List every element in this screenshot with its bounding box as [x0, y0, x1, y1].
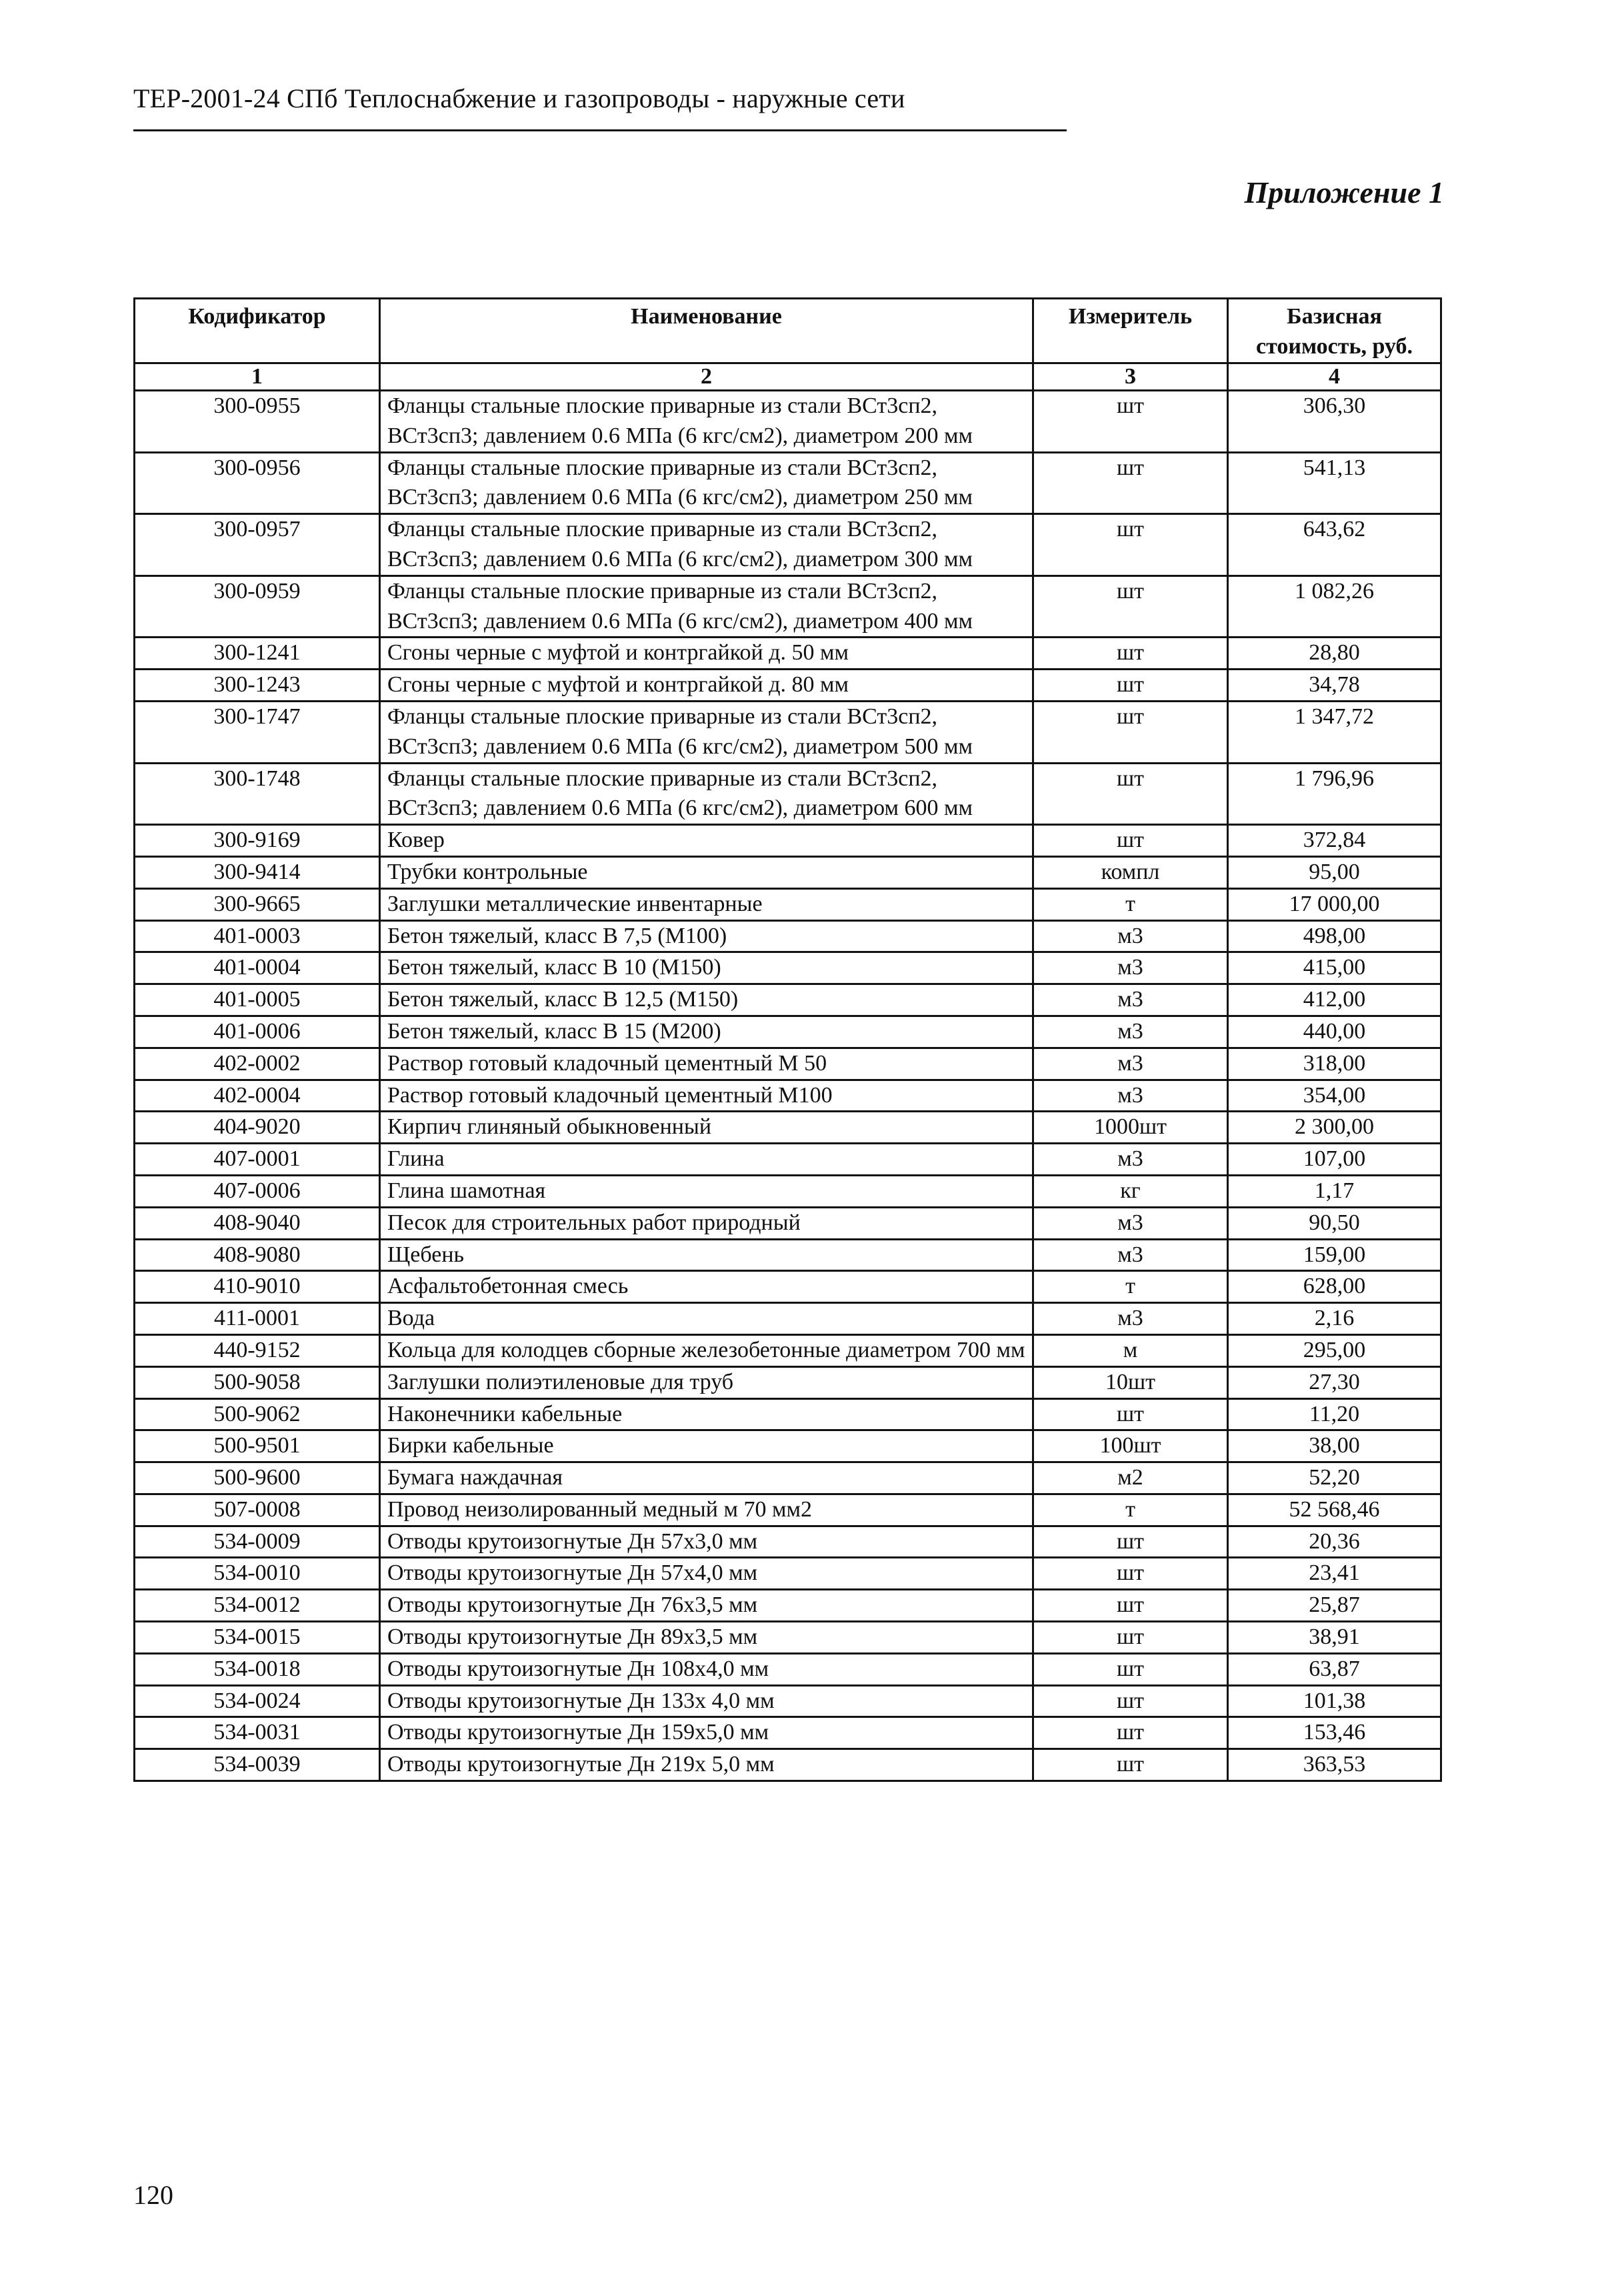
row-price: 295,00 [1228, 1334, 1441, 1366]
row-name: Песок для строительных работ природный [380, 1207, 1033, 1239]
row-name: Раствор готовый кладочный цементный М 50 [380, 1048, 1033, 1080]
row-code: 408-9080 [135, 1239, 380, 1271]
row-name: Отводы крутоизогнутые Дн 108х4,0 мм [380, 1653, 1033, 1685]
row-price: 372,84 [1228, 825, 1441, 857]
row-code: 410-9010 [135, 1271, 380, 1303]
row-price: 23,41 [1228, 1558, 1441, 1590]
column-number: 2 [380, 363, 1033, 391]
row-code: 534-0009 [135, 1526, 380, 1558]
table-row [135, 1080, 1441, 1112]
table-row [135, 825, 1441, 857]
row-unit: шт [1033, 638, 1228, 670]
row-price: 107,00 [1228, 1144, 1441, 1176]
row-price: 101,38 [1228, 1685, 1441, 1717]
row-unit: шт [1033, 1558, 1228, 1590]
table-row [135, 1590, 1441, 1622]
row-name: Отводы крутоизогнутые Дн 57х3,0 мм [380, 1526, 1033, 1558]
row-name: Отводы крутоизогнутые Дн 219х 5,0 мм [380, 1749, 1033, 1781]
table-row [135, 920, 1441, 952]
row-price: 159,00 [1228, 1239, 1441, 1271]
table-row [135, 1144, 1441, 1176]
row-price: 2 300,00 [1228, 1112, 1441, 1144]
row-price: 318,00 [1228, 1048, 1441, 1080]
row-unit: шт [1033, 825, 1228, 857]
table-row [135, 763, 1441, 825]
price-table [133, 297, 1442, 1782]
row-unit: м3 [1033, 1303, 1228, 1335]
row-code: 534-0031 [135, 1717, 380, 1749]
row-code: 401-0004 [135, 952, 380, 984]
row-unit: м3 [1033, 1080, 1228, 1112]
column-number-row [135, 363, 1441, 391]
row-price: 1 347,72 [1228, 701, 1441, 763]
row-code: 500-9600 [135, 1462, 380, 1494]
table-row [135, 1048, 1441, 1080]
row-name: Трубки контрольные [380, 856, 1033, 888]
row-price: 412,00 [1228, 984, 1441, 1016]
row-unit: кг [1033, 1175, 1228, 1207]
table-row [135, 1366, 1441, 1398]
row-name: Кирпич глиняный обыкновенный [380, 1112, 1033, 1144]
table-row [135, 1207, 1441, 1239]
row-code: 534-0039 [135, 1749, 380, 1781]
table-row [135, 391, 1441, 453]
table-row [135, 1749, 1441, 1781]
row-code: 300-1243 [135, 670, 380, 702]
row-price: 440,00 [1228, 1016, 1441, 1048]
column-header-price: Базисная стоимость, руб. [1228, 299, 1441, 363]
row-code: 440-9152 [135, 1334, 380, 1366]
row-code: 534-0024 [135, 1685, 380, 1717]
row-code: 300-1747 [135, 701, 380, 763]
table-row [135, 1016, 1441, 1048]
row-name: Бетон тяжелый, класс В 15 (М200) [380, 1016, 1033, 1048]
row-price: 90,50 [1228, 1207, 1441, 1239]
row-price: 38,91 [1228, 1622, 1441, 1654]
table-row [135, 1334, 1441, 1366]
row-name: Фланцы стальные плоские приварные из стали ВСт3сп2, ВСт3сп3; давлением 0.6 МПа (6 кгс/см2), диаметром 600 мм [380, 763, 1033, 825]
table-row [135, 576, 1441, 638]
table-row [135, 1526, 1441, 1558]
row-unit: т [1033, 888, 1228, 920]
column-number: 3 [1033, 363, 1228, 391]
row-price: 1 796,96 [1228, 763, 1441, 825]
table-row [135, 952, 1441, 984]
table-row [135, 670, 1441, 702]
row-name: Щебень [380, 1239, 1033, 1271]
row-name: Глина шамотная [380, 1175, 1033, 1207]
row-name: Заглушки металлические инвентарные [380, 888, 1033, 920]
row-code: 300-9665 [135, 888, 380, 920]
column-number: 4 [1228, 363, 1441, 391]
table-row [135, 1622, 1441, 1654]
row-unit: шт [1033, 514, 1228, 576]
table-row [135, 984, 1441, 1016]
row-code: 402-0002 [135, 1048, 380, 1080]
row-unit: шт [1033, 1398, 1228, 1430]
row-price: 153,46 [1228, 1717, 1441, 1749]
row-price: 95,00 [1228, 856, 1441, 888]
row-name: Раствор готовый кладочный цементный М100 [380, 1080, 1033, 1112]
row-price: 11,20 [1228, 1398, 1441, 1430]
row-name: Фланцы стальные плоские приварные из стали ВСт3сп2, ВСт3сп3; давлением 0.6 МПа (6 кгс/см2), диаметром 300 мм [380, 514, 1033, 576]
row-code: 408-9040 [135, 1207, 380, 1239]
row-unit: шт [1033, 1749, 1228, 1781]
row-unit: шт [1033, 576, 1228, 638]
row-unit: шт [1033, 1717, 1228, 1749]
table-row [135, 856, 1441, 888]
page-number: 120 [133, 2180, 173, 2210]
row-code: 500-9501 [135, 1430, 380, 1462]
row-name: Фланцы стальные плоские приварные из стали ВСт3сп2, ВСт3сп3; давлением 0.6 МПа (6 кгс/см2), диаметром 400 мм [380, 576, 1033, 638]
header-divider [133, 129, 1067, 131]
row-code: 300-1748 [135, 763, 380, 825]
row-unit: м3 [1033, 1239, 1228, 1271]
row-code: 534-0018 [135, 1653, 380, 1685]
table-row [135, 1271, 1441, 1303]
table-row [135, 452, 1441, 514]
row-unit: шт [1033, 1526, 1228, 1558]
row-unit: м3 [1033, 1048, 1228, 1080]
row-code: 407-0001 [135, 1144, 380, 1176]
row-price: 38,00 [1228, 1430, 1441, 1462]
row-name: Заглушки полиэтиленовые для труб [380, 1366, 1033, 1398]
table-row [135, 1303, 1441, 1335]
row-price: 25,87 [1228, 1590, 1441, 1622]
row-unit: шт [1033, 452, 1228, 514]
row-unit: м3 [1033, 920, 1228, 952]
row-name: Бетон тяжелый, класс В 7,5 (М100) [380, 920, 1033, 952]
row-code: 507-0008 [135, 1494, 380, 1526]
row-code: 534-0010 [135, 1558, 380, 1590]
row-price: 52,20 [1228, 1462, 1441, 1494]
table-row [135, 1175, 1441, 1207]
row-price: 306,30 [1228, 391, 1441, 453]
row-price: 1,17 [1228, 1175, 1441, 1207]
row-unit: т [1033, 1271, 1228, 1303]
table-row [135, 638, 1441, 670]
row-unit: м3 [1033, 1016, 1228, 1048]
row-price: 34,78 [1228, 670, 1441, 702]
column-header-code: Кодификатор [135, 299, 380, 363]
row-unit: шт [1033, 763, 1228, 825]
row-code: 300-0959 [135, 576, 380, 638]
row-price: 643,62 [1228, 514, 1441, 576]
row-name: Бетон тяжелый, класс В 12,5 (М150) [380, 984, 1033, 1016]
row-unit: 1000шт [1033, 1112, 1228, 1144]
row-unit: шт [1033, 1653, 1228, 1685]
row-code: 404-9020 [135, 1112, 380, 1144]
row-name: Фланцы стальные плоские приварные из стали ВСт3сп2, ВСт3сп3; давлением 0.6 МПа (6 кгс/см2), диаметром 250 мм [380, 452, 1033, 514]
row-price: 628,00 [1228, 1271, 1441, 1303]
row-unit: шт [1033, 1590, 1228, 1622]
row-code: 407-0006 [135, 1175, 380, 1207]
table-header-row [135, 299, 1441, 363]
row-unit: компл [1033, 856, 1228, 888]
table-row [135, 1558, 1441, 1590]
row-name: Сгоны черные с муфтой и контргайкой д. 80 мм [380, 670, 1033, 702]
row-name: Кольца для колодцев сборные железобетонные диаметром 700 мм [380, 1334, 1033, 1366]
row-code: 401-0006 [135, 1016, 380, 1048]
row-price: 20,36 [1228, 1526, 1441, 1558]
row-name: Фланцы стальные плоские приварные из стали ВСт3сп2, ВСт3сп3; давлением 0.6 МПа (6 кгс/см2), диаметром 200 мм [380, 391, 1033, 453]
row-code: 300-1241 [135, 638, 380, 670]
row-name: Фланцы стальные плоские приварные из стали ВСт3сп2, ВСт3сп3; давлением 0.6 МПа (6 кгс/см2), диаметром 500 мм [380, 701, 1033, 763]
table-row [135, 1430, 1441, 1462]
row-unit: шт [1033, 1622, 1228, 1654]
row-unit: м3 [1033, 952, 1228, 984]
row-code: 411-0001 [135, 1303, 380, 1335]
row-unit: м3 [1033, 1207, 1228, 1239]
row-code: 500-9062 [135, 1398, 380, 1430]
row-code: 300-9414 [135, 856, 380, 888]
row-price: 541,13 [1228, 452, 1441, 514]
table-row [135, 1494, 1441, 1526]
row-unit: м3 [1033, 984, 1228, 1016]
row-price: 63,87 [1228, 1653, 1441, 1685]
row-name: Глина [380, 1144, 1033, 1176]
row-name: Ковер [380, 825, 1033, 857]
column-header-name: Наименование [380, 299, 1033, 363]
row-name: Отводы крутоизогнутые Дн 159х5,0 мм [380, 1717, 1033, 1749]
row-code: 402-0004 [135, 1080, 380, 1112]
row-name: Бирки кабельные [380, 1430, 1033, 1462]
row-unit: 100шт [1033, 1430, 1228, 1462]
table-row [135, 1717, 1441, 1749]
appendix-label: Приложение 1 [1244, 175, 1444, 209]
table-row [135, 1239, 1441, 1271]
row-code: 401-0005 [135, 984, 380, 1016]
row-name: Сгоны черные с муфтой и контргайкой д. 50 мм [380, 638, 1033, 670]
row-name: Отводы крутоизогнутые Дн 57х4,0 мм [380, 1558, 1033, 1590]
table-row [135, 1398, 1441, 1430]
table-row [135, 514, 1441, 576]
row-unit: м3 [1033, 1144, 1228, 1176]
row-name: Отводы крутоизогнутые Дн 89х3,5 мм [380, 1622, 1033, 1654]
row-price: 1 082,26 [1228, 576, 1441, 638]
row-code: 300-0956 [135, 452, 380, 514]
document-title: ТЕР-2001-24 СПб Теплоснабжение и газопроводы - наружные сети [133, 83, 905, 113]
row-price: 2,16 [1228, 1303, 1441, 1335]
table-row [135, 701, 1441, 763]
row-name: Вода [380, 1303, 1033, 1335]
row-unit: 10шт [1033, 1366, 1228, 1398]
row-code: 300-9169 [135, 825, 380, 857]
table-row [135, 888, 1441, 920]
row-price: 52 568,46 [1228, 1494, 1441, 1526]
table-row [135, 1112, 1441, 1144]
row-unit: м2 [1033, 1462, 1228, 1494]
row-price: 498,00 [1228, 920, 1441, 952]
row-name: Отводы крутоизогнутые Дн 133х 4,0 мм [380, 1685, 1033, 1717]
column-header-unit: Измеритель [1033, 299, 1228, 363]
row-unit: м [1033, 1334, 1228, 1366]
row-unit: шт [1033, 670, 1228, 702]
row-price: 363,53 [1228, 1749, 1441, 1781]
table-row [135, 1685, 1441, 1717]
row-name: Бетон тяжелый, класс В 10 (М150) [380, 952, 1033, 984]
row-code: 300-0957 [135, 514, 380, 576]
row-name: Асфальтобетонная смесь [380, 1271, 1033, 1303]
table-row [135, 1462, 1441, 1494]
row-unit: шт [1033, 1685, 1228, 1717]
row-code: 300-0955 [135, 391, 380, 453]
row-code: 534-0015 [135, 1622, 380, 1654]
row-price: 27,30 [1228, 1366, 1441, 1398]
column-number: 1 [135, 363, 380, 391]
row-unit: шт [1033, 701, 1228, 763]
row-name: Провод неизолированный медный м 70 мм2 [380, 1494, 1033, 1526]
row-code: 500-9058 [135, 1366, 380, 1398]
row-name: Бумага наждачная [380, 1462, 1033, 1494]
row-code: 401-0003 [135, 920, 380, 952]
table-row [135, 1653, 1441, 1685]
row-price: 28,80 [1228, 638, 1441, 670]
row-price: 17 000,00 [1228, 888, 1441, 920]
row-price: 415,00 [1228, 952, 1441, 984]
row-unit: т [1033, 1494, 1228, 1526]
row-name: Наконечники кабельные [380, 1398, 1033, 1430]
row-name: Отводы крутоизогнутые Дн 76х3,5 мм [380, 1590, 1033, 1622]
row-code: 534-0012 [135, 1590, 380, 1622]
table-body [135, 391, 1441, 1781]
row-unit: шт [1033, 391, 1228, 453]
row-price: 354,00 [1228, 1080, 1441, 1112]
